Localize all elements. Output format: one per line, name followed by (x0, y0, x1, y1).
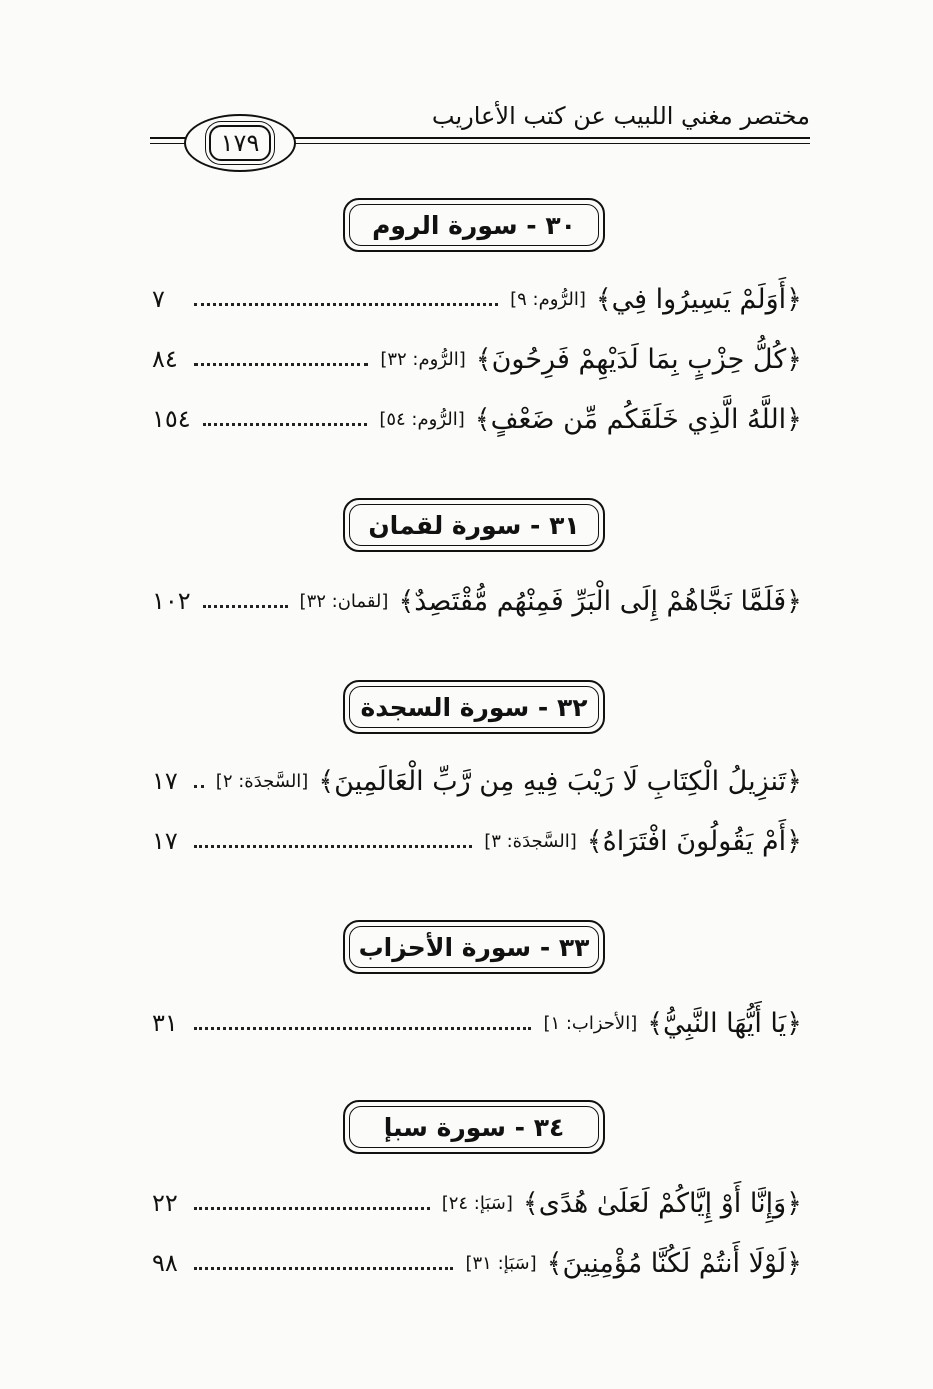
verse-text: ﴿اللَّهُ الَّذِي خَلَقَكُم مِّن ضَعْفٍ﴾ (474, 403, 802, 435)
page-ref: ١٧ (152, 767, 178, 795)
section-title: ٣٤ - سورة سبإ (383, 1112, 565, 1142)
section-title: ٣٣ - سورة الأحزاب (358, 932, 590, 962)
index-entry (152, 578, 802, 624)
section-heading-ahzab (343, 920, 605, 974)
verse-text: ﴿تَنزِيلُ الْكِتَابِ لَا رَيْبَ فِيهِ مِن رَّبِّ الْعَالَمِينَ﴾ (318, 765, 802, 797)
index-entry (152, 1000, 802, 1046)
page-number: ١٧٩ (209, 125, 272, 161)
verse-text: ﴿لَوْلَا أَنتُمْ لَكُنَّا مُؤْمِنِينَ﴾ (546, 1247, 802, 1279)
index-entry (152, 1180, 802, 1226)
dot-leader (194, 363, 368, 366)
verse-reference: [الرُّوم: ٩] (510, 288, 586, 310)
dot-leader (194, 303, 498, 306)
dot-leader (194, 1267, 453, 1270)
verse-text: ﴿وَإِنَّا أَوْ إِيَّاكُمْ لَعَلَىٰ هُدًى﴾ (522, 1187, 802, 1219)
page-ref: ١٥٤ (152, 405, 191, 433)
section-heading-saba (343, 1100, 605, 1154)
index-entry (152, 336, 802, 382)
dot-leader (194, 785, 204, 788)
book-title: مختصر مغني اللبيب عن كتب الأعاريب (431, 102, 810, 130)
verse-text: ﴿فَلَمَّا نَجَّاهُمْ إِلَى الْبَرِّ فَمِنْهُم مُّقْتَصِدٌ﴾ (398, 585, 802, 617)
section-title: ٣٠ - سورة الروم (372, 210, 576, 240)
verse-reference: [سَبَإ: ٢٤] (441, 1192, 513, 1214)
verse-reference: [الأحزاب: ١] (543, 1012, 638, 1034)
verse-reference: [الرُّوم: ٣٢] (380, 348, 466, 370)
page-ref: ٧ (152, 285, 165, 313)
index-entry (152, 758, 802, 804)
verse-reference: [السَّجدَة: ٣] (484, 830, 577, 852)
page-ref: ٣١ (152, 1009, 178, 1037)
dot-leader (203, 605, 288, 608)
section-heading-sajda (343, 680, 605, 734)
index-entry (152, 818, 802, 864)
dot-leader (203, 423, 368, 426)
page-ref: ٢٢ (152, 1189, 178, 1217)
verse-text: ﴿أَمْ يَقُولُونَ افْتَرَاهُ﴾ (586, 825, 802, 857)
verse-reference: [سَبَإ: ٣١] (465, 1252, 537, 1274)
verse-text: ﴿يَا أَيُّهَا النَّبِيُّ﴾ (647, 1007, 802, 1039)
dot-leader (194, 1027, 531, 1030)
page-number-badge (184, 114, 296, 172)
verse-reference: [لقمان: ٣٢] (299, 590, 389, 612)
page-ref: ٩٨ (152, 1249, 178, 1277)
section-title: ٣١ - سورة لقمان (368, 510, 580, 540)
section-title: ٣٢ - سورة السجدة (360, 692, 588, 722)
index-entry (152, 1240, 802, 1286)
page-header (150, 100, 810, 160)
verse-reference: [الرُّوم: ٥٤] (379, 408, 465, 430)
page-ref: ٨٤ (152, 345, 178, 373)
verse-reference: [السَّجدَة: ٢] (215, 770, 309, 792)
index-entry (152, 276, 802, 322)
page-ref: ١٠٢ (152, 587, 191, 615)
index-entry (152, 396, 802, 442)
section-heading-luqman (343, 498, 605, 552)
dot-leader (194, 845, 472, 848)
verse-text: ﴿كُلُّ حِزْبٍ بِمَا لَدَيْهِمْ فَرِحُونَ﴾ (475, 343, 802, 375)
verse-text: ﴿أَوَلَمْ يَسِيرُوا فِي﴾ (595, 283, 802, 315)
page-ref: ١٧ (152, 827, 178, 855)
section-heading-rum (343, 198, 605, 252)
dot-leader (194, 1207, 430, 1210)
